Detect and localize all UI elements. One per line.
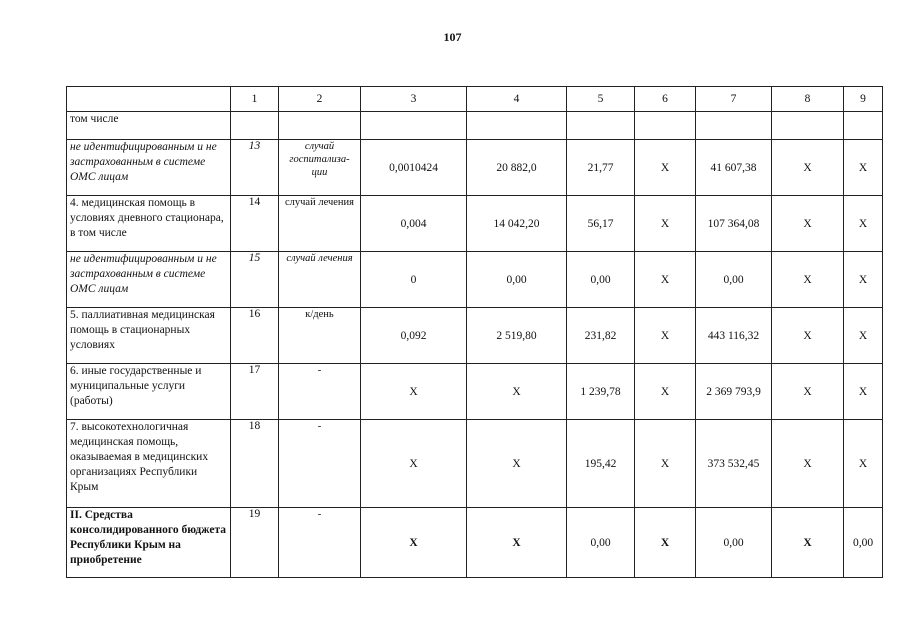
cell-col9	[844, 112, 883, 140]
cell-col5: 0,00	[567, 508, 635, 578]
row-name: не идентифицированным и не застрахованным в системе ОМС лицам	[67, 252, 231, 308]
cell-col4	[467, 112, 567, 140]
cell-col6: X	[635, 508, 696, 578]
row-unit: к/день	[279, 308, 361, 364]
cell-col6: X	[635, 308, 696, 364]
cell-col3: 0,092	[361, 308, 467, 364]
row-number: 13	[231, 140, 279, 196]
cell-col7: 107 364,08	[696, 196, 772, 252]
header-cell: 8	[772, 87, 844, 112]
header-cell: 7	[696, 87, 772, 112]
cell-col4: X	[467, 364, 567, 420]
row-name: не идентифицированным и не застрахованным в системе ОМС лицам	[67, 140, 231, 196]
header-cell: 6	[635, 87, 696, 112]
cell-col5: 21,77	[567, 140, 635, 196]
cell-col7	[696, 112, 772, 140]
row-unit	[279, 112, 361, 140]
cell-col9: X	[844, 364, 883, 420]
row-name: том числе	[67, 112, 231, 140]
header-cell: 3	[361, 87, 467, 112]
row-number: 19	[231, 508, 279, 578]
cell-col4: 14 042,20	[467, 196, 567, 252]
cell-col6	[635, 112, 696, 140]
cell-col9: X	[844, 308, 883, 364]
row-number: 14	[231, 196, 279, 252]
cell-col5: 231,82	[567, 308, 635, 364]
cell-col6: X	[635, 196, 696, 252]
header-cell: 2	[279, 87, 361, 112]
cell-col7: 2 369 793,9	[696, 364, 772, 420]
table-row	[67, 364, 883, 420]
table-row	[67, 508, 883, 578]
cell-col3: X	[361, 364, 467, 420]
table-row	[67, 420, 883, 508]
row-unit: случай госпитализа-ции	[279, 140, 361, 196]
cell-col3: 0	[361, 252, 467, 308]
cell-col8: X	[772, 508, 844, 578]
cell-col8: X	[772, 308, 844, 364]
cell-col4: X	[467, 508, 567, 578]
row-name: 4. медицинская помощь в условиях дневного стационара, в том числе	[67, 196, 231, 252]
row-number: 18	[231, 420, 279, 508]
report-table	[66, 86, 883, 578]
cell-col8: X	[772, 196, 844, 252]
table-row	[67, 140, 883, 196]
row-unit: -	[279, 508, 361, 578]
cell-col3: X	[361, 508, 467, 578]
cell-col3	[361, 112, 467, 140]
cell-col7: 373 532,45	[696, 420, 772, 508]
row-unit: случай лечения	[279, 196, 361, 252]
row-name: 7. высокотехнологичная медицинская помощь, оказываемая в медицинских организациях Республики Крым	[67, 420, 231, 508]
row-unit: -	[279, 420, 361, 508]
cell-col3: 0,004	[361, 196, 467, 252]
header-cell: 5	[567, 87, 635, 112]
cell-col6: X	[635, 420, 696, 508]
cell-col9: X	[844, 196, 883, 252]
page-number: 107	[443, 30, 462, 44]
cell-col6: X	[635, 252, 696, 308]
cell-col8: X	[772, 420, 844, 508]
cell-col8	[772, 112, 844, 140]
cell-col4: 20 882,0	[467, 140, 567, 196]
cell-col3: X	[361, 420, 467, 508]
table-row	[67, 112, 883, 140]
row-name: 5. паллиативная медицинская помощь в стационарных условиях	[67, 308, 231, 364]
row-name: 6. иные государственные и муниципальные услуги (работы)	[67, 364, 231, 420]
cell-col8: X	[772, 140, 844, 196]
header-cell: 9	[844, 87, 883, 112]
row-number: 15	[231, 252, 279, 308]
row-name: II. Средства консолидированного бюджета Республики Крым на приобретение	[67, 508, 231, 578]
cell-col5: 195,42	[567, 420, 635, 508]
header-cell: 1	[231, 87, 279, 112]
cell-col9: 0,00	[844, 508, 883, 578]
cell-col9: X	[844, 252, 883, 308]
cell-col8: X	[772, 252, 844, 308]
cell-col7: 443 116,32	[696, 308, 772, 364]
cell-col6: X	[635, 364, 696, 420]
cell-col5: 1 239,78	[567, 364, 635, 420]
cell-col8: X	[772, 364, 844, 420]
header-row	[67, 87, 883, 112]
table-row	[67, 252, 883, 308]
row-number	[231, 112, 279, 140]
cell-col5: 0,00	[567, 252, 635, 308]
table-row	[67, 196, 883, 252]
cell-col4: X	[467, 420, 567, 508]
cell-col3: 0,0010424	[361, 140, 467, 196]
cell-col4: 0,00	[467, 252, 567, 308]
header-cell: 4	[467, 87, 567, 112]
cell-col4: 2 519,80	[467, 308, 567, 364]
row-number: 16	[231, 308, 279, 364]
cell-col5	[567, 112, 635, 140]
row-unit: -	[279, 364, 361, 420]
header-cell-blank	[67, 87, 231, 112]
cell-col7: 0,00	[696, 252, 772, 308]
table-row	[67, 308, 883, 364]
cell-col9: X	[844, 140, 883, 196]
row-number: 17	[231, 364, 279, 420]
cell-col7: 41 607,38	[696, 140, 772, 196]
cell-col6: X	[635, 140, 696, 196]
cell-col9: X	[844, 420, 883, 508]
cell-col5: 56,17	[567, 196, 635, 252]
cell-col7: 0,00	[696, 508, 772, 578]
row-unit: случай лечения	[279, 252, 361, 308]
